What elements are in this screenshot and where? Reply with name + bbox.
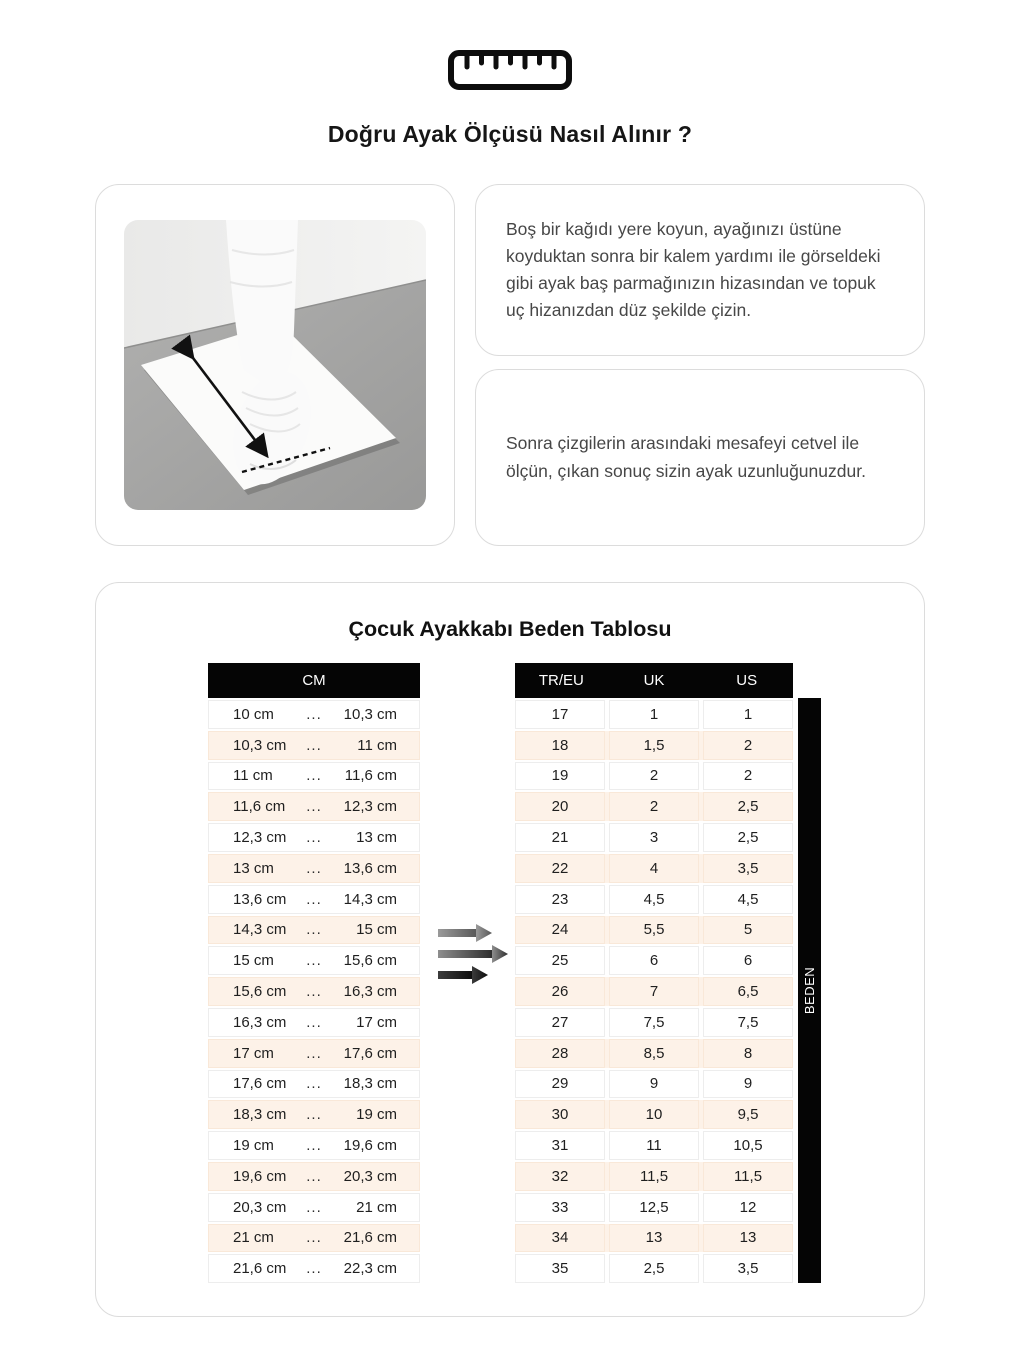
header-uk: UK [643,672,665,689]
cm-table-row [208,1224,420,1253]
us-value: 10,5 [703,1131,793,1160]
cm-range-separator: ... [306,767,322,785]
uk-value: 13 [609,1224,699,1253]
cm-from-value: 15,6 cm [233,983,287,1001]
cm-to-value: 21,6 cm [343,1229,397,1247]
cm-range-separator: ... [306,798,322,816]
cm-from-value: 17,6 cm [233,1075,287,1093]
uk-value: 5,5 [609,916,699,945]
cm-table [208,663,420,1283]
uk-value: 1,5 [609,731,699,760]
size-table-row [515,792,793,821]
cm-table-row [208,1008,420,1037]
cm-to-value: 12,3 cm [343,798,397,816]
tr-eu-value: 22 [515,854,605,883]
cm-from-value: 11 cm [233,767,273,785]
cm-table-row [208,1100,420,1129]
size-table-row [515,977,793,1006]
cm-range-separator: ... [306,1013,322,1031]
cm-from-value: 11,6 cm [233,798,286,816]
cm-table-row [208,977,420,1006]
uk-value: 2 [609,792,699,821]
uk-value: 9 [609,1070,699,1099]
cm-table-row [208,1162,420,1191]
uk-value: 2 [609,762,699,791]
tr-eu-value: 28 [515,1039,605,1068]
uk-value: 1 [609,700,699,729]
cm-range-separator: ... [306,1044,322,1062]
size-table-row [515,1254,793,1283]
size-table-row [515,1100,793,1129]
size-table-row [515,946,793,975]
size-table-row [515,1039,793,1068]
cm-table-row [208,1070,420,1099]
size-table-row [515,1162,793,1191]
header-tr-eu: TR/EU [538,672,584,689]
cm-to-value: 10,3 cm [343,705,397,723]
us-value: 2,5 [703,792,793,821]
uk-value: 12,5 [609,1193,699,1222]
us-value: 3,5 [703,854,793,883]
cm-range-separator: ... [306,1137,322,1155]
beden-side-label: BEDEN [798,698,821,1283]
page-header [0,0,1020,148]
tr-eu-value: 18 [515,731,605,760]
cm-table-row [208,762,420,791]
us-value: 1 [703,700,793,729]
uk-value: 2,5 [609,1254,699,1283]
cm-to-value: 16,3 cm [343,983,397,1001]
cm-range-separator: ... [306,705,322,723]
cm-to-value: 18,3 cm [343,1075,397,1093]
us-value: 7,5 [703,1008,793,1037]
size-table-row [515,885,793,914]
cm-from-value: 10,3 cm [233,736,287,754]
cm-range-separator: ... [306,829,322,847]
cm-table-row [208,1254,420,1283]
cm-table-row [208,916,420,945]
uk-value: 7 [609,977,699,1006]
uk-value: 4 [609,854,699,883]
uk-value: 3 [609,823,699,852]
uk-value: 10 [609,1100,699,1129]
size-table-row [515,854,793,883]
cm-table-row [208,823,420,852]
cm-range-separator: ... [306,983,322,1001]
cm-to-value: 17,6 cm [343,1044,397,1062]
us-value: 13 [703,1224,793,1253]
size-table-header [515,663,793,698]
cm-to-value: 11 cm [357,736,397,754]
tr-eu-value: 32 [515,1162,605,1191]
cm-from-value: 19 cm [233,1137,274,1155]
ruler-icon [448,50,572,95]
cm-range-separator: ... [306,1106,322,1124]
tr-eu-value: 20 [515,792,605,821]
cm-table-row [208,885,420,914]
size-table-title: Çocuk Ayakkabı Beden Tablosu [348,617,672,641]
instruction-text-2: Sonra çizgilerin arasındaki mesafeyi cetvel ile ölçün, çıkan sonuç sizin ayak uzunluğunuzdur. [506,433,866,481]
us-value: 3,5 [703,1254,793,1283]
us-value: 5 [703,916,793,945]
cm-to-value: 13,6 cm [343,859,397,877]
size-table-row [515,823,793,852]
tr-eu-value: 31 [515,1131,605,1160]
cm-range-separator: ... [306,736,322,754]
cm-to-value: 22,3 cm [343,1260,397,1278]
instruction-section [95,184,925,546]
cm-from-value: 13,6 cm [233,890,287,908]
uk-value: 11 [609,1131,699,1160]
size-table-row [515,1070,793,1099]
cm-from-value: 19,6 cm [233,1167,287,1185]
size-table-row [515,731,793,760]
size-conversion-table [515,663,793,1283]
size-table-row [515,700,793,729]
instruction-card-1 [475,184,925,356]
cm-from-value: 15 cm [233,952,274,970]
cm-from-value: 12,3 cm [233,829,287,847]
cm-table-row [208,1131,420,1160]
tr-eu-value: 23 [515,885,605,914]
tr-eu-value: 29 [515,1070,605,1099]
tr-eu-value: 21 [515,823,605,852]
tr-eu-value: 35 [515,1254,605,1283]
tr-eu-value: 27 [515,1008,605,1037]
cm-table-row [208,731,420,760]
cm-range-separator: ... [306,859,322,877]
tr-eu-value: 34 [515,1224,605,1253]
us-value: 9,5 [703,1100,793,1129]
cm-to-value: 19,6 cm [343,1137,397,1155]
uk-value: 4,5 [609,885,699,914]
cm-to-value: 19 cm [356,1106,397,1124]
cm-range-separator: ... [306,1260,322,1278]
us-value: 8 [703,1039,793,1068]
cm-from-value: 17 cm [233,1044,274,1062]
uk-value: 6 [609,946,699,975]
cm-to-value: 21 cm [356,1198,397,1216]
us-value: 11,5 [703,1162,793,1191]
tr-eu-value: 33 [515,1193,605,1222]
double-right-arrows-icon [436,921,510,987]
uk-value: 8,5 [609,1039,699,1068]
cm-from-value: 16,3 cm [233,1013,287,1031]
cm-from-value: 14,3 cm [233,921,287,939]
cm-to-value: 15 cm [356,921,397,939]
size-table-body [515,700,793,1283]
instruction-text-1: Boş bir kağıdı yere koyun, ayağınızı üstüne koyduktan sonra bir kalem yardımı ile görseldeki gibi ayak baş parmağınızın hizasından ve topuk uç hizanızdan düz şekilde çizin. [506,218,881,321]
cm-table-row [208,854,420,883]
us-value: 2 [703,762,793,791]
cm-to-value: 14,3 cm [343,890,397,908]
cm-table-row [208,1193,420,1222]
instruction-card-2 [475,369,925,546]
cm-from-value: 21,6 cm [233,1260,287,1278]
cm-from-value: 21 cm [233,1229,274,1247]
tr-eu-value: 26 [515,977,605,1006]
cm-table-row [208,946,420,975]
cm-to-value: 20,3 cm [343,1167,397,1185]
us-value: 6,5 [703,977,793,1006]
cm-range-separator: ... [306,921,322,939]
tr-eu-value: 25 [515,946,605,975]
cm-to-value: 11,6 cm [344,767,397,785]
header-us: US [736,672,758,689]
cm-from-value: 18,3 cm [233,1106,287,1124]
size-table-row [515,1193,793,1222]
us-value: 12 [703,1193,793,1222]
size-table-row [515,1008,793,1037]
cm-range-separator: ... [306,1075,322,1093]
foot-measurement-photo-card [95,184,455,546]
cm-range-separator: ... [306,952,322,970]
cm-table-row [208,1039,420,1068]
cm-table-header: CM [208,663,420,698]
cm-table-body [208,700,420,1283]
cm-table-row [208,700,420,729]
us-value: 9 [703,1070,793,1099]
uk-value: 11,5 [609,1162,699,1191]
size-table-row [515,1131,793,1160]
tr-eu-value: 17 [515,700,605,729]
size-table-row [515,916,793,945]
cm-from-value: 20,3 cm [233,1198,287,1216]
us-value: 2 [703,731,793,760]
us-value: 4,5 [703,885,793,914]
cm-to-value: 15,6 cm [343,952,397,970]
cm-range-separator: ... [306,890,322,908]
foot-measurement-photo [124,220,426,510]
instruction-texts [475,184,925,546]
tr-eu-value: 24 [515,916,605,945]
cm-range-separator: ... [306,1229,322,1247]
cm-to-value: 17 cm [356,1013,397,1031]
cm-to-value: 13 cm [356,829,397,847]
size-table-card [95,582,925,1317]
cm-range-separator: ... [306,1198,322,1216]
cm-from-value: 13 cm [233,859,274,877]
page-title: Doğru Ayak Ölçüsü Nasıl Alınır ? [327,121,693,147]
us-value: 6 [703,946,793,975]
uk-value: 7,5 [609,1008,699,1037]
size-table-row [515,762,793,791]
cm-table-row [208,792,420,821]
tr-eu-value: 30 [515,1100,605,1129]
cm-from-value: 10 cm [233,705,274,723]
tr-eu-value: 19 [515,762,605,791]
us-value: 2,5 [703,823,793,852]
size-table-row [515,1224,793,1253]
cm-range-separator: ... [306,1167,322,1185]
